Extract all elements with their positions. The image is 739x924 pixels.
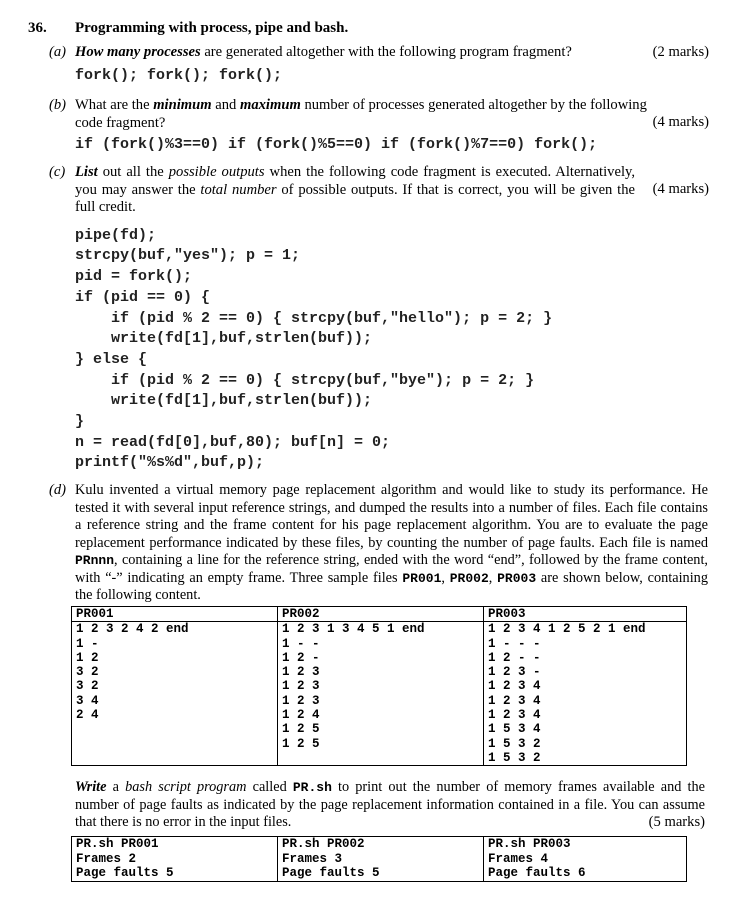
code-line: strcpy(buf,"yes"); p = 1; bbox=[75, 247, 301, 265]
frame-line: 1 2 3 - bbox=[488, 665, 541, 680]
reference-string: 1 2 3 4 1 2 5 2 1 end bbox=[488, 622, 646, 637]
code-line: pipe(fd); bbox=[75, 226, 157, 244]
output-pr002 bbox=[278, 837, 484, 882]
file-name-pr001: PR001 bbox=[72, 607, 278, 622]
part-b-code: if (fork()%3==0) if (fork()%5==0) if (fork()%7==0) fork(); bbox=[75, 136, 598, 153]
part-d-label: (d) bbox=[49, 482, 67, 498]
part-d-write-text: Write a bash script program called PR.sh to print out the number of memory frames available and the number of page faults as indicated by the page replacement information contained in a file. You can assume that there is no error in the input files. bbox=[75, 779, 705, 830]
frame-line: 1 2 3 4 bbox=[488, 708, 541, 723]
part-d-text: Kulu invented a virtual memory page replacement algorithm and would like to study its performance. He tested it with several input reference strings, and dumped the results into a number of files. Each file contains a reference string and the frame content for his page replacement algorithm. You are to evaluate the page replacement performance indicated by these files, by counting the number of page faults. Each file is named PRnnn, containing a line for the reference string, ended with the word “end”, followed by the frame content, with “-” indicating an empty frame. Three sample files PR001, PR002, PR003 are shown below, containing the following content. bbox=[75, 482, 708, 603]
frames-table bbox=[71, 606, 687, 766]
code-line: pid = fork(); bbox=[75, 268, 193, 286]
output-pr001 bbox=[72, 837, 278, 882]
file-content-pr002 bbox=[278, 622, 484, 766]
output-faults: Page faults 6 bbox=[488, 866, 586, 880]
part-d-write bbox=[75, 779, 705, 833]
code-line: if (pid == 0) { bbox=[75, 288, 211, 306]
code-line: printf("%s%d",buf,p); bbox=[75, 454, 265, 472]
frame-line: 3 2 bbox=[76, 665, 99, 680]
file-name-pr003: PR003 bbox=[484, 607, 687, 622]
reference-string: 1 2 3 1 3 4 5 1 end bbox=[282, 622, 425, 637]
code-line: if (pid % 2 == 0) { strcpy(buf,"bye"); p = 2; } bbox=[75, 371, 535, 389]
code-line: } else { bbox=[75, 350, 148, 368]
output-frames: Frames 4 bbox=[488, 851, 549, 866]
output-command: PR.sh PR001 bbox=[76, 837, 159, 851]
output-table bbox=[71, 836, 687, 882]
part-b bbox=[49, 97, 709, 137]
code-line: write(fd[1],buf,strlen(buf)); bbox=[75, 330, 373, 348]
frame-line: 1 2 3 bbox=[282, 679, 320, 694]
code-line: n = read(fd[0],buf,80); buf[n] = 0; bbox=[75, 433, 391, 451]
reference-string: 1 2 3 2 4 2 end bbox=[76, 622, 189, 637]
part-d-marks: (5 marks) bbox=[648, 814, 705, 830]
frame-line: 3 2 bbox=[76, 679, 99, 694]
part-c-text: List out all the possible outputs when the following code fragment is executed. Alternatively, you may answer the total number of possible outputs. If that is correct, you will be given the full credit. bbox=[75, 164, 635, 215]
frame-line: 1 2 3 bbox=[282, 693, 320, 708]
part-b-marks: (4 marks) bbox=[652, 114, 709, 130]
part-a-marks: (2 marks) bbox=[652, 44, 709, 60]
frame-line: 1 - - bbox=[282, 636, 320, 651]
part-b-label: (b) bbox=[49, 97, 67, 113]
part-c-code bbox=[75, 205, 552, 495]
question-title: Programming with process, pipe and bash. bbox=[75, 20, 349, 36]
frame-line: 3 4 bbox=[76, 693, 99, 708]
part-a-text: How many processes are generated altogether with the following program fragment? bbox=[75, 44, 572, 60]
frame-line: 1 2 3 4 bbox=[488, 693, 541, 708]
question-number: 36. bbox=[28, 20, 47, 36]
frame-line: 2 4 bbox=[76, 708, 99, 723]
part-d bbox=[49, 482, 709, 602]
frame-line: 1 2 3 4 bbox=[488, 679, 541, 694]
part-a-code: fork(); fork(); fork(); bbox=[75, 67, 283, 84]
output-pr003 bbox=[484, 837, 687, 882]
part-c bbox=[49, 164, 709, 215]
output-frames: Frames 3 bbox=[282, 851, 343, 866]
frame-line: 1 5 3 2 bbox=[488, 736, 541, 751]
output-command: PR.sh PR002 bbox=[282, 837, 365, 851]
part-a-label: (a) bbox=[49, 44, 67, 60]
file-content-pr001 bbox=[72, 622, 278, 766]
file-name-pr002: PR002 bbox=[278, 607, 484, 622]
frame-line: 1 5 3 2 bbox=[488, 750, 541, 765]
frame-line: 1 2 5 bbox=[282, 736, 320, 751]
part-c-marks: (4 marks) bbox=[652, 181, 709, 197]
frame-line: 1 5 3 4 bbox=[488, 722, 541, 737]
frame-line: 1 - bbox=[76, 636, 99, 651]
frame-line: 1 2 - bbox=[282, 650, 320, 665]
output-frames: Frames 2 bbox=[76, 851, 137, 866]
frame-line: 1 2 - - bbox=[488, 650, 541, 665]
code-line: if (pid % 2 == 0) { strcpy(buf,"hello"); p = 2; } bbox=[75, 309, 553, 327]
code-line: } bbox=[75, 413, 85, 431]
frame-line: 1 2 5 bbox=[282, 722, 320, 737]
output-faults: Page faults 5 bbox=[282, 866, 380, 880]
frame-line: 1 2 3 bbox=[282, 665, 320, 680]
part-b-text: What are the minimum and maximum number of processes generated altogether by the following code fragment? bbox=[75, 97, 647, 131]
output-faults: Page faults 5 bbox=[76, 866, 174, 880]
frame-line: 1 2 4 bbox=[282, 708, 320, 723]
frame-line: 1 - - - bbox=[488, 636, 541, 651]
part-c-label: (c) bbox=[49, 164, 66, 180]
frame-line: 1 2 bbox=[76, 650, 99, 665]
code-line: write(fd[1],buf,strlen(buf)); bbox=[75, 392, 373, 410]
file-content-pr003 bbox=[484, 622, 687, 766]
output-command: PR.sh PR003 bbox=[488, 837, 571, 851]
